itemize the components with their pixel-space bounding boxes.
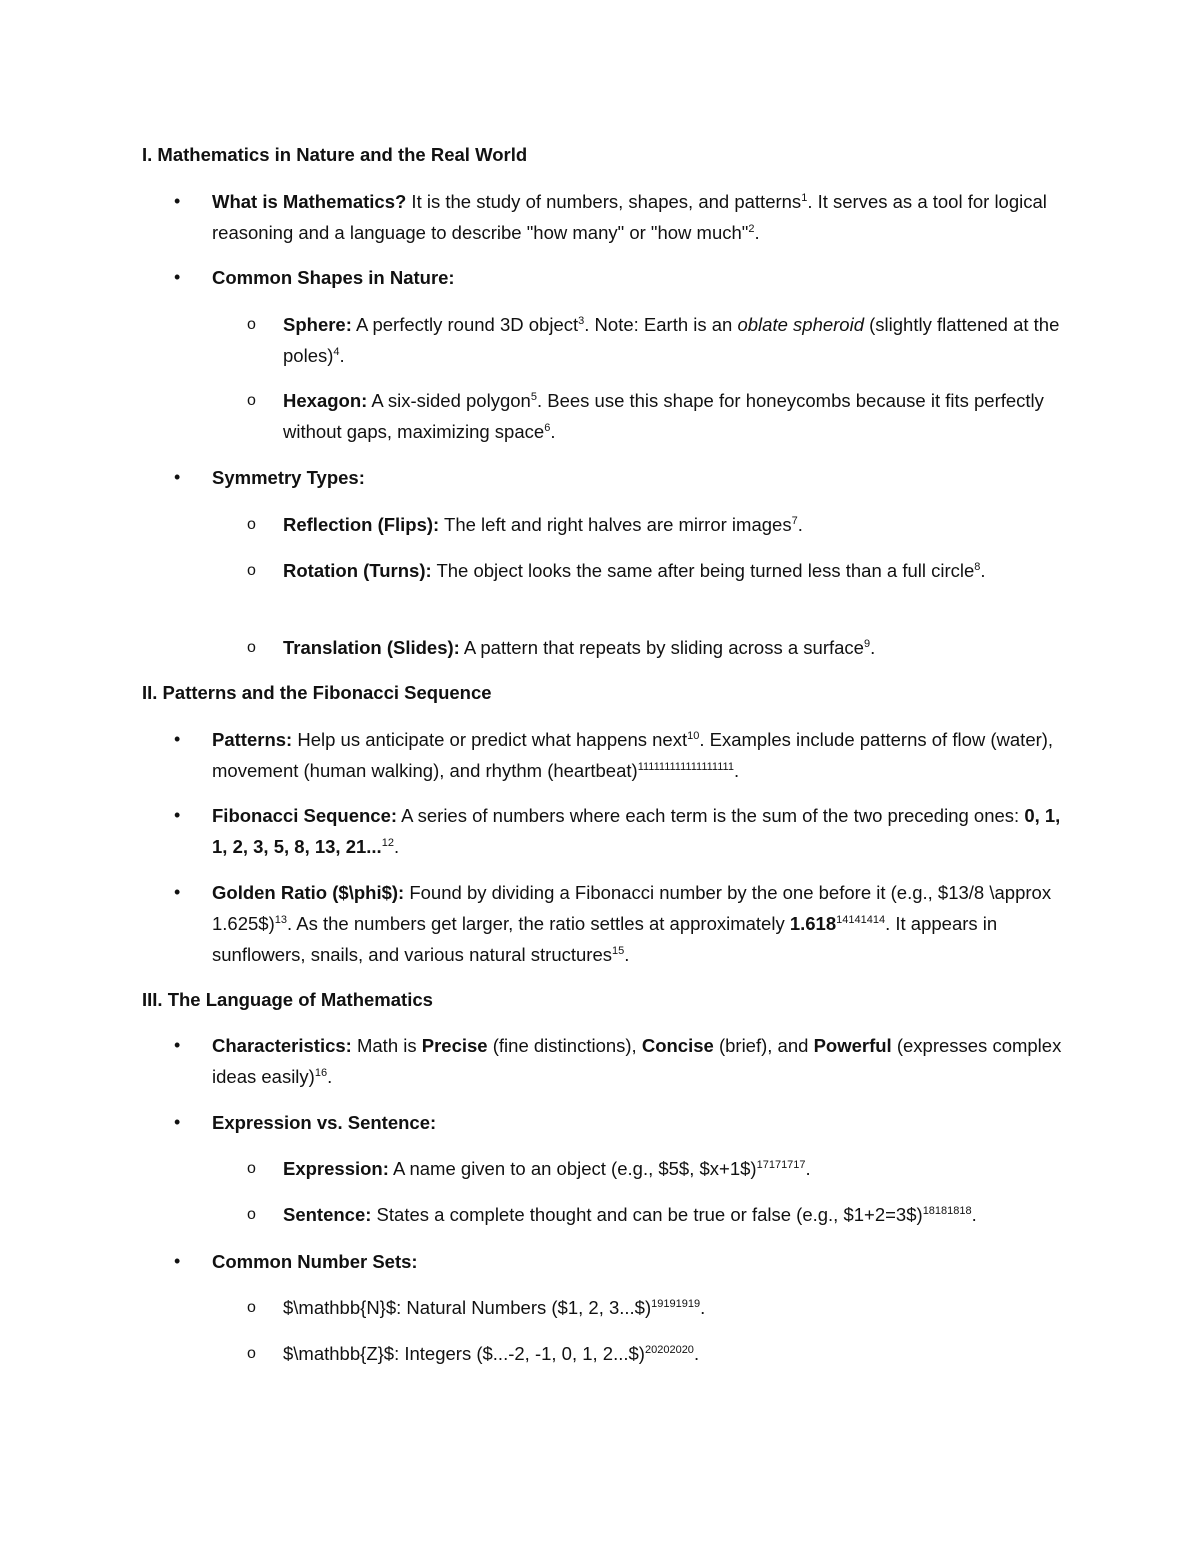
footnote-ref: 20202020 [644, 1343, 694, 1356]
footnote-ref: 111111111111111111 [637, 760, 734, 773]
patterns-item: Patterns: Help us anticipate or predict what happens next$^{10}$. Examples include patterns of flow (water), movement (human walking), and rhythm (heartbeat)$^{111111111111111111}$. [212, 729, 1054, 781]
bullet-icon: • [174, 805, 181, 825]
footnote-ref: 7 [791, 514, 798, 527]
footnote-ref: 1 [801, 191, 808, 204]
sphere-item: Sphere: A perfectly round 3D object$^3$. Note: Earth is an oblate spheroid (slightly flattened at the poles)$^4$. [283, 314, 1060, 366]
translation-item: Translation (Slides): A pattern that repeats by sliding across a surface$^9$. [283, 637, 876, 658]
circle-bullet-icon: o [247, 639, 256, 656]
bullet-icon: • [174, 1112, 181, 1132]
footnote-ref: 13 [274, 913, 287, 926]
symmetry-types-item: Symmetry Types: [212, 467, 365, 488]
circle-bullet-icon: o [247, 1206, 256, 1223]
footnote-ref: 18181818 [922, 1204, 972, 1217]
circle-bullet-icon: o [247, 562, 256, 579]
footnote-ref: 15 [612, 944, 625, 957]
footnote-ref: 19191919 [651, 1297, 701, 1310]
rotation-item: Rotation (Turns): The object looks the same after being turned less than a full circle$^8$. [283, 560, 986, 581]
circle-bullet-icon: o [247, 1160, 256, 1177]
bullet-icon: • [174, 267, 181, 287]
section-1-heading: I. Mathematics in Nature and the Real World [142, 144, 528, 165]
golden-ratio-item: Golden Ratio ($\phi$): Found by dividing a Fibonacci number by the one before it (e.g., $13/8 \approx 1.625$)$^{13}$. As the numbers get larger, the ratio settles at approximately $1.618^{14141414}$. It appears in sunflowers, snails, and various natural structures$^{15}$. [212, 882, 1052, 965]
section-2-heading: II. Patterns and the Fibonacci Sequence [142, 682, 492, 703]
expression-item: Expression: A name given to an object (e.g., $5$, $x+1$)$^{17171717}$. [283, 1158, 811, 1179]
footnote-ref: 10 [687, 729, 700, 742]
fibonacci-item: Fibonacci Sequence: A series of numbers where each term is the sum of the two preceding ones: 0, 1, 1, 2, 3, 5, 8, 13, 21...$^{12}$. [212, 805, 1061, 857]
bullet-icon: • [174, 1035, 181, 1055]
circle-bullet-icon: o [247, 516, 256, 533]
footnote-ref: 3 [578, 314, 585, 327]
footnote-ref: 12 [381, 836, 394, 849]
bullet-icon: • [174, 1251, 181, 1271]
expression-vs-sentence-item: Expression vs. Sentence: [212, 1112, 437, 1133]
bullet-icon: • [174, 729, 181, 749]
characteristics-item: Characteristics: Math is Precise (fine distinctions), Concise (brief), and Powerful (expresses complex ideas easily)$^{16}$. [212, 1035, 1062, 1087]
common-shapes-item: Common Shapes in Nature: [212, 267, 455, 288]
footnote-ref: 16 [314, 1066, 328, 1079]
reflection-item: Reflection (Flips): The left and right halves are mirror images$^7$. [283, 514, 803, 535]
section-3-heading: III. The Language of Mathematics [142, 989, 433, 1010]
hexagon-item: Hexagon: A six-sided polygon$^5$. Bees use this shape for honeycombs because it fits perfectly without gaps, maximizing space$^6$. [283, 390, 1044, 442]
footnote-ref: 6 [544, 421, 551, 434]
circle-bullet-icon: o [247, 392, 256, 409]
footnote-ref: 4 [333, 345, 340, 358]
footnote-ref: 17171717 [756, 1158, 806, 1171]
footnote-ref: 9 [863, 637, 871, 650]
circle-bullet-icon: o [247, 316, 256, 333]
footnote-ref: 5 [530, 390, 537, 403]
natural-numbers-item: $\mathbb{N}$: Natural Numbers ($1, 2, 3...$)$^{19191919}$. [283, 1297, 706, 1318]
bullet-icon: • [174, 191, 181, 211]
bullet-icon: • [174, 467, 181, 487]
what-is-math-item: What is Mathematics? It is the study of numbers, shapes, and patterns$^1$. It serves as a tool for logical reasoning and a language to describe "how many" or "how much"$^2$. [212, 191, 1047, 243]
sentence-item: Sentence: States a complete thought and can be true or false (e.g., $1+2=3$)$^{18181818}$. [283, 1204, 977, 1225]
bullet-icon: • [174, 882, 181, 902]
circle-bullet-icon: o [247, 1299, 256, 1316]
footnote-ref: 2 [748, 222, 755, 235]
circle-bullet-icon: o [247, 1345, 256, 1362]
number-sets-item: Common Number Sets: [212, 1251, 418, 1272]
footnote-ref: 14141414 [836, 913, 886, 926]
footnote-ref: 8 [974, 560, 981, 573]
integers-item: $\mathbb{Z}$: Integers ($...-2, -1, 0, 1, 2...$)$^{20202020}$. [283, 1343, 700, 1364]
